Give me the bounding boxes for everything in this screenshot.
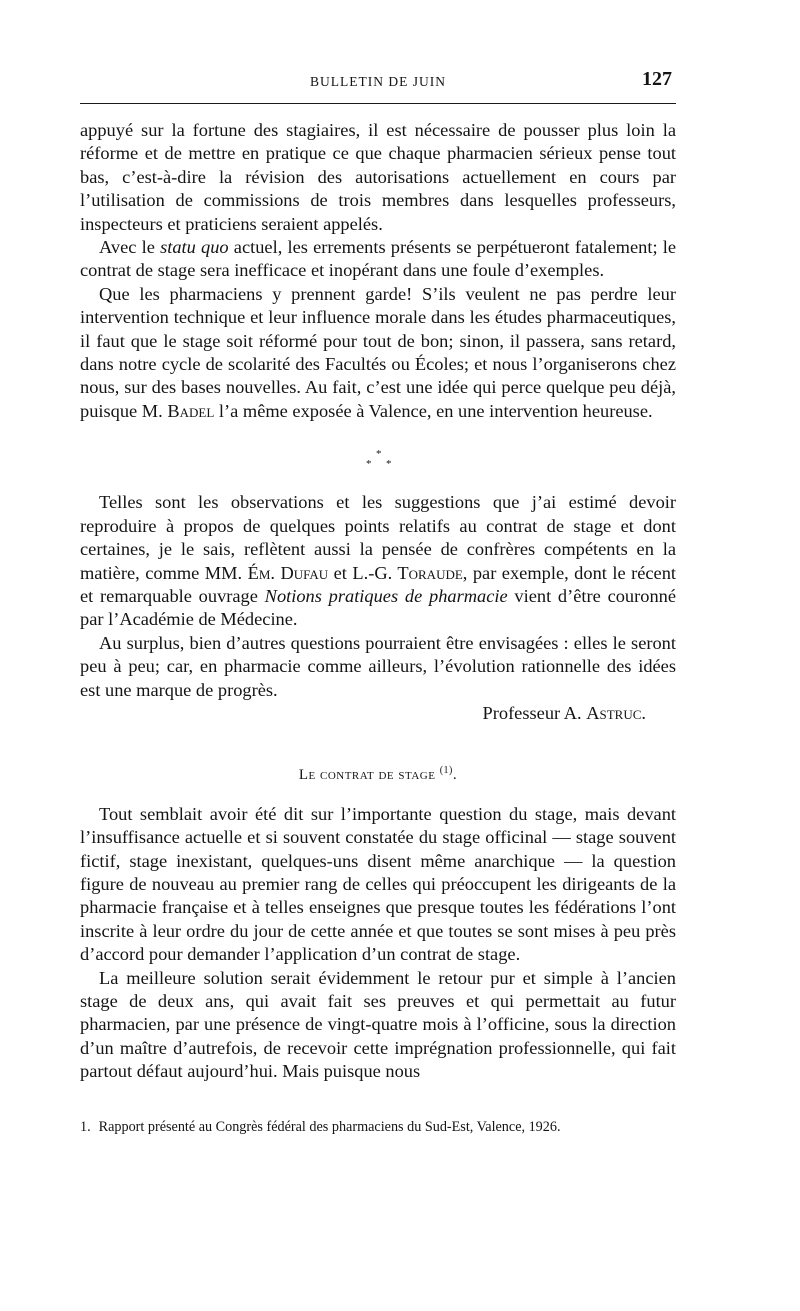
- header-rule: [80, 103, 676, 104]
- section-title: Le contrat de stage $^{(1)}$.: [298, 765, 458, 784]
- footnote-text: Rapport présenté au Congrès fédéral des pharmaciens du Sud-Est, Valence, 1926.: [98, 1118, 561, 1135]
- running-title: BULLETIN DE JUIN: [310, 74, 446, 89]
- article-body: [80, 119, 676, 1084]
- footnote: [80, 1118, 676, 1136]
- document-page: [80, 62, 676, 1136]
- asterism-star: *: [366, 458, 372, 471]
- running-header: [80, 62, 676, 92]
- asterism-star: *: [386, 458, 392, 471]
- book-title: Notions pratiques de pharmacie: [264, 585, 508, 606]
- person-name: Ém. Dufau: [247, 562, 329, 583]
- paragraph-solution: La meilleure solution serait évidemment le retour pur et simple à l’ancien stage de deux ans, qui avait fait ses preuves et qui permettait au futur pharmacien, par une présence de vingt-quatre mois à l’officine, sous la direction d’un maître d’autrefois, de recevoir cette imprégnation professionnelle, qui fait partout défaut aujourd’hui. Mais puisque nous: [80, 967, 676, 1082]
- person-name: L.-G. Toraude: [352, 562, 463, 583]
- paragraph-continued: appuyé sur la fortune des stagiaires, il est nécessaire de pousser plus loin la réforme et de mettre en pratique ce que chaque pharmacien sérieux pense tout bas, c’est-à-dire la révision des autorisations actuellement en cours par l’utilisation de commissions de trois membres dans lesquelles professeurs, inspecteurs et praticiens seraient appelés.: [80, 120, 676, 234]
- paragraph-statu-quo: Avec le statu quo actuel, les errements présents se perpétueront fatalement; le contrat de stage sera inefficace et inopérant dans une foule d’exemples.: [80, 237, 677, 281]
- paragraph-stage: Tout semblait avoir été dit sur l’importante question du stage, mais devant l’insuffisance actuelle et si souvent constatée du stage officinal — stage souvent fictif, stage inexistant, quelques-uns disent même anarchique — la question figure de nouveau au premier rang de celles qui préoccupent les dirigeants de la pharmacie française et à telles enseignes que presque toutes les fédérations l’ont inscrite à leur ordre du jour de cette année et que toutes se sont mises à peu près d’accord pour demander l’application d’un contrat de stage.: [80, 803, 676, 965]
- paragraph-warning: Que les pharmaciens y prennent garde! S’ils veulent ne pas perdre leur intervention technique et leur influence morale dans les études pharmaceutiques, il faut que le stage soit réformé pour tout de bon; sinon, il passera, sans retard, dans notre cycle de scolarité des Facultés ou Écoles; et nous l’organiserons chez nous, sur des bases nouvelles. Au fait, c’est une idée qui perce quelque peu déjà, puisque M. Badel l’a même exposée à Valence, en une intervention heureuse.: [80, 283, 676, 421]
- asterism-separator: [80, 423, 676, 491]
- footnote-number: 1.: [80, 1118, 91, 1135]
- person-name: Badel: [167, 400, 215, 421]
- signature-name: Astruc.: [586, 702, 646, 723]
- paragraph-observations: Telles sont les observations et les suggestions que j’ai estimé devoir reproduire à propos de quelques points relatifs au contrat de stage et dont certaines, je le sais, reflètent aussi la pensée de confrères compétents en la matière, comme MM. Ém. Dufau et L.-G. Toraude, par exemple, dont le récent et remarquable ouvrage Notions pratiques de pharmacie vient d’être couronné par l’Académie de Médecine.: [80, 492, 677, 630]
- asterism-star: *: [376, 448, 382, 461]
- page-number: 127: [642, 68, 672, 90]
- paragraph-surplus: Au surplus, bien d’autres questions pourraient être envisagées : elles le seront peu à peu; car, en pharmacie comme ailleurs, l’évolution rationnelle des idées est une marque de progrès.: [80, 632, 676, 700]
- italic-phrase: statu quo: [160, 237, 229, 258]
- footnote-ref: (1): [439, 765, 453, 777]
- signature: Professeur A. Astruc.: [482, 702, 646, 723]
